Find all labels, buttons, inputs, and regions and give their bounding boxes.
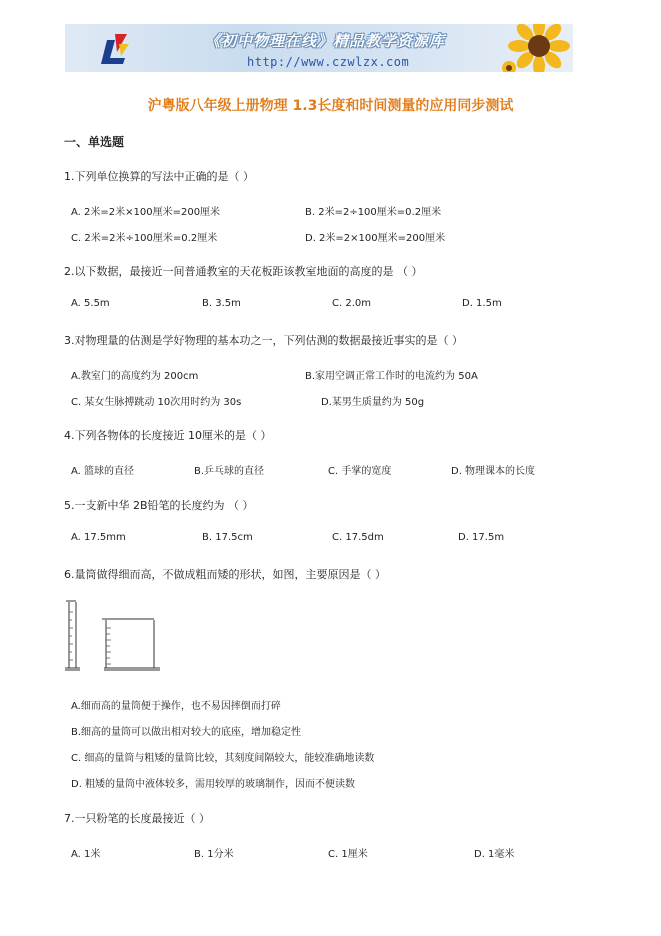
q1-option-d: D. 2米=2×100厘米=200厘米: [305, 233, 446, 244]
q6-option-b: B.细高的量筒可以做出相对较大的底座，增加稳定性: [71, 727, 302, 738]
sunflower-icon: [501, 24, 571, 72]
question-5: 5.一支新中华 2B铅笔的长度约为 （ ）: [64, 499, 254, 512]
q4-option-d: D. 物理课本的长度: [451, 466, 536, 477]
q1-option-a: A. 2米=2米×100厘米=200厘米: [71, 207, 221, 218]
header-banner: [65, 24, 573, 72]
q7-option-a: A. 1米: [71, 849, 101, 860]
q4-option-a: A. 篮球的直径: [71, 466, 135, 477]
q2-option-d: D. 1.5m: [462, 298, 502, 309]
q6-option-d: D. 粗矮的量筒中液体较多，需用较厚的玻璃制作，因而不便读数: [71, 779, 356, 790]
q5-option-b: B. 17.5cm: [202, 532, 253, 543]
q4-option-c: C. 手掌的宽度: [328, 466, 392, 477]
q5-option-d: D. 17.5m: [458, 532, 505, 543]
question-4: 4.下列各物体的长度接近 10厘米的是（ ）: [64, 429, 272, 442]
q3-option-b: B.家用空调正常工作时的电流约为 50A: [305, 371, 478, 382]
q4-option-b: B.乒乓球的直径: [194, 466, 265, 477]
q7-option-d: D. 1毫米: [474, 849, 515, 860]
question-6: 6.量筒做得细而高，不做成粗而矮的形状，如图，主要原因是（ ）: [64, 568, 386, 581]
banner-url[interactable]: http://www.czwlzx.com: [247, 55, 410, 69]
q5-option-c: C. 17.5dm: [332, 532, 384, 543]
question-7: 7.一只粉笔的长度最接近（ ）: [64, 812, 210, 825]
q2-option-a: A. 5.5m: [71, 298, 110, 309]
q1-option-b: B. 2米=2÷100厘米=0.2厘米: [305, 207, 442, 218]
q6-option-a: A.细而高的量筒便于操作，也不易因摔倒而打碎: [71, 701, 281, 712]
q3-option-d: D.某男生质量约为 50g: [321, 397, 425, 408]
q2-option-c: C. 2.0m: [332, 298, 371, 309]
q7-option-c: C. 1厘米: [328, 849, 368, 860]
question-3: 3.对物理量的估测是学好物理的基本功之一，下列估测的数据最接近事实的是（ ）: [64, 334, 463, 347]
q1-option-c: C. 2米=2米÷100厘米=0.2厘米: [71, 233, 218, 244]
question-1: 1.下列单位换算的写法中正确的是（ ）: [64, 170, 254, 183]
site-logo-icon: [95, 30, 135, 70]
q5-option-a: A. 17.5mm: [71, 532, 126, 543]
question-2: 2.以下数据，最接近一间普通教室的天花板距该教室地面的高度的是 （ ）: [64, 265, 423, 278]
section-heading: 一、单选题: [64, 135, 125, 149]
banner-title: 《初中物理在线》精品教学资源库: [205, 32, 446, 50]
q7-option-b: B. 1分米: [194, 849, 234, 860]
q6-option-c: C. 细高的量筒与粗矮的量筒比较，其刻度间隔较大，能较准确地读数: [71, 753, 375, 764]
q3-option-c: C. 某女生脉搏跳动 10次用时约为 30s: [71, 397, 242, 408]
q3-option-a: A.教室门的高度约为 200cm: [71, 371, 199, 382]
graduated-cylinders-figure: [64, 598, 168, 674]
q2-option-b: B. 3.5m: [202, 298, 241, 309]
document-title: 沪粤版八年级上册物理 1.3长度和时间测量的应用同步测试: [147, 98, 514, 114]
